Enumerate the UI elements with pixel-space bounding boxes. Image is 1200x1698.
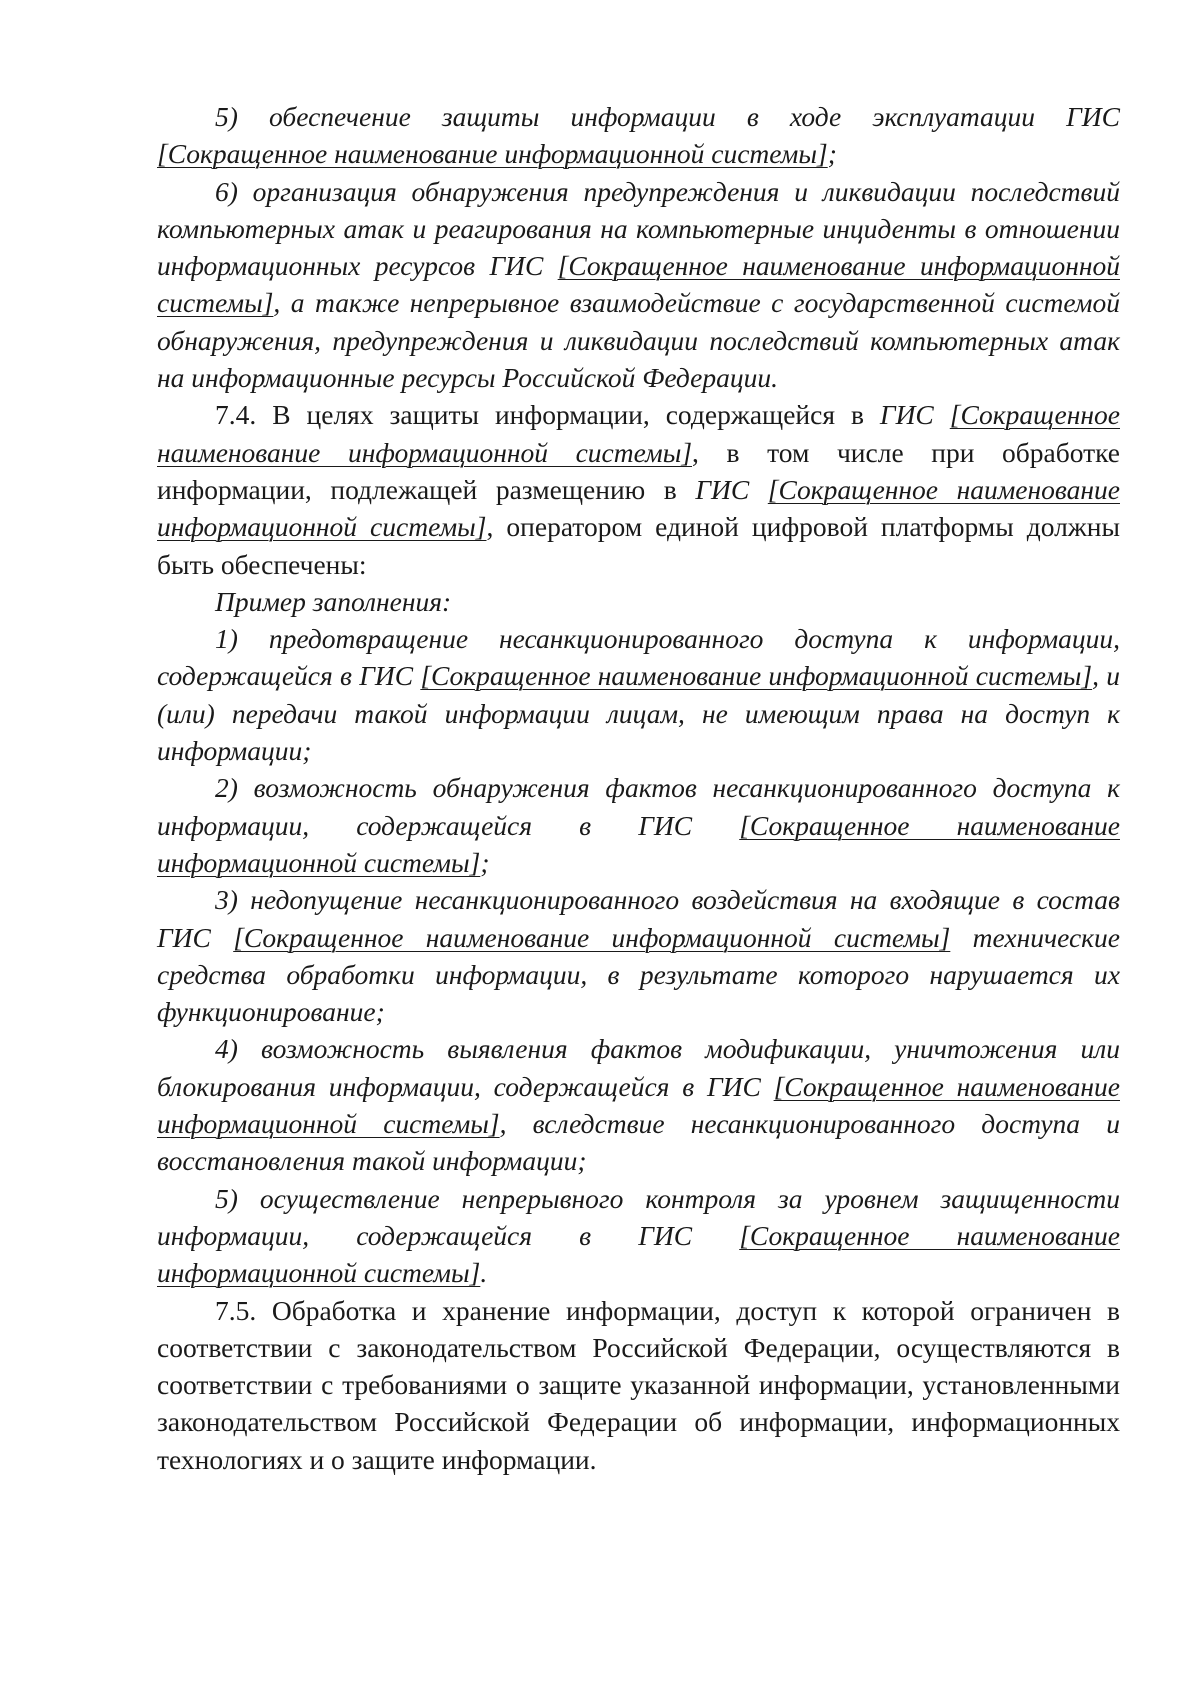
paragraph-text: , и (или) передачи такой информации лицам, не имеющим права на доступ к информации; [157, 660, 1120, 767]
paragraph [157, 881, 1120, 1030]
paragraph-text: , а также непрерывное взаимодействие с государственной системой обнаружения, предупреждения и ликвидации последствий компьютерных атак на информационные ресурсы Российской Федерации. [157, 287, 1120, 394]
paragraph-text: 1) предотвращение несанкционированного доступа к информации, содержащейся в ГИС [157, 623, 1120, 692]
paragraph-text: 3) недопущение несанкционированного воздействия на входящие в состав ГИС [157, 884, 1120, 953]
paragraph-text: , в том числе при обработке информации, подлежащей размещению в [157, 436, 1120, 505]
paragraph-text: 7.5. Обработка и хранение информации, доступ к которой ограничен в соответствии с законодательством Российской Федерации, осуществляются в соответствии с требованиями о защите указанной информации, установленными законодательством Российской Федерации об информации, информационных технологиях и о защите информации. [157, 1294, 1120, 1475]
placeholder-text: [Сокращенное наименование информационной системы] [233, 921, 951, 953]
placeholder-text: [Сокращенное наименование информационной системы] [157, 138, 828, 170]
placeholder-text: [Сокращенное наименование информационной системы] [157, 473, 1120, 543]
paragraph-text: ; [480, 846, 490, 878]
paragraph [157, 1180, 1120, 1292]
paragraph-text: Пример заполнения: [215, 585, 452, 617]
paragraph-text: ; [827, 138, 837, 170]
paragraph [157, 769, 1120, 881]
paragraph-text: 2) возможность обнаружения фактов несанкционированного доступа к информации, содержащейся в ГИС [157, 772, 1120, 841]
paragraph-text: 7.4. В целях защиты информации, содержащейся в [215, 399, 880, 431]
paragraph-text: технические средства обработки информации, в результате которого нарушается их функционирование; [157, 921, 1120, 1028]
paragraph-text: 4) возможность выявления фактов модификации, уничтожения или блокирования информации, содержащейся в ГИС [157, 1033, 1120, 1102]
placeholder-text: [Сокращенное наименование информационной системы] [157, 250, 1120, 319]
paragraph [157, 1292, 1120, 1478]
paragraph [157, 583, 1120, 620]
document-body [157, 98, 1120, 1478]
placeholder-text: [Сокращенное наименование информационной системы] [157, 1070, 1120, 1140]
paragraph-text: , вследствие несанкционированного доступа и восстановления такой информации; [157, 1108, 1120, 1177]
paragraph [157, 396, 1120, 582]
placeholder-text: [Сокращенное наименование информационной системы] [157, 1219, 1120, 1289]
placeholder-text: [Сокращенное наименование информационной системы] [157, 809, 1120, 878]
paragraph-text: 5) обеспечение защиты информации в ходе эксплуатации ГИС [215, 101, 1120, 132]
paragraph-text: , оператором единой цифровой платформы должны быть обеспечены: [157, 511, 1120, 580]
paragraph-text: 5) осуществление непрерывного контроля за уровнем защищенности информации, содержащейся в ГИС [157, 1182, 1120, 1251]
paragraph-text: . [480, 1257, 488, 1289]
paragraph [157, 620, 1120, 769]
paragraph-text: 6) организация обнаружения предупреждения и ликвидации последствий компьютерных атак и реагирования на компьютерные инциденты в отношении информационных ресурсов ГИС [157, 175, 1120, 282]
paragraph-text: ГИС [695, 473, 768, 505]
placeholder-text: [Сокращенное наименование информационной системы] [157, 399, 1120, 468]
paragraph [157, 173, 1120, 397]
paragraph [157, 1030, 1120, 1179]
paragraph-text: ГИС [879, 399, 950, 431]
placeholder-text: [Сокращенное наименование информационной системы] [420, 660, 1093, 692]
paragraph [157, 98, 1120, 173]
